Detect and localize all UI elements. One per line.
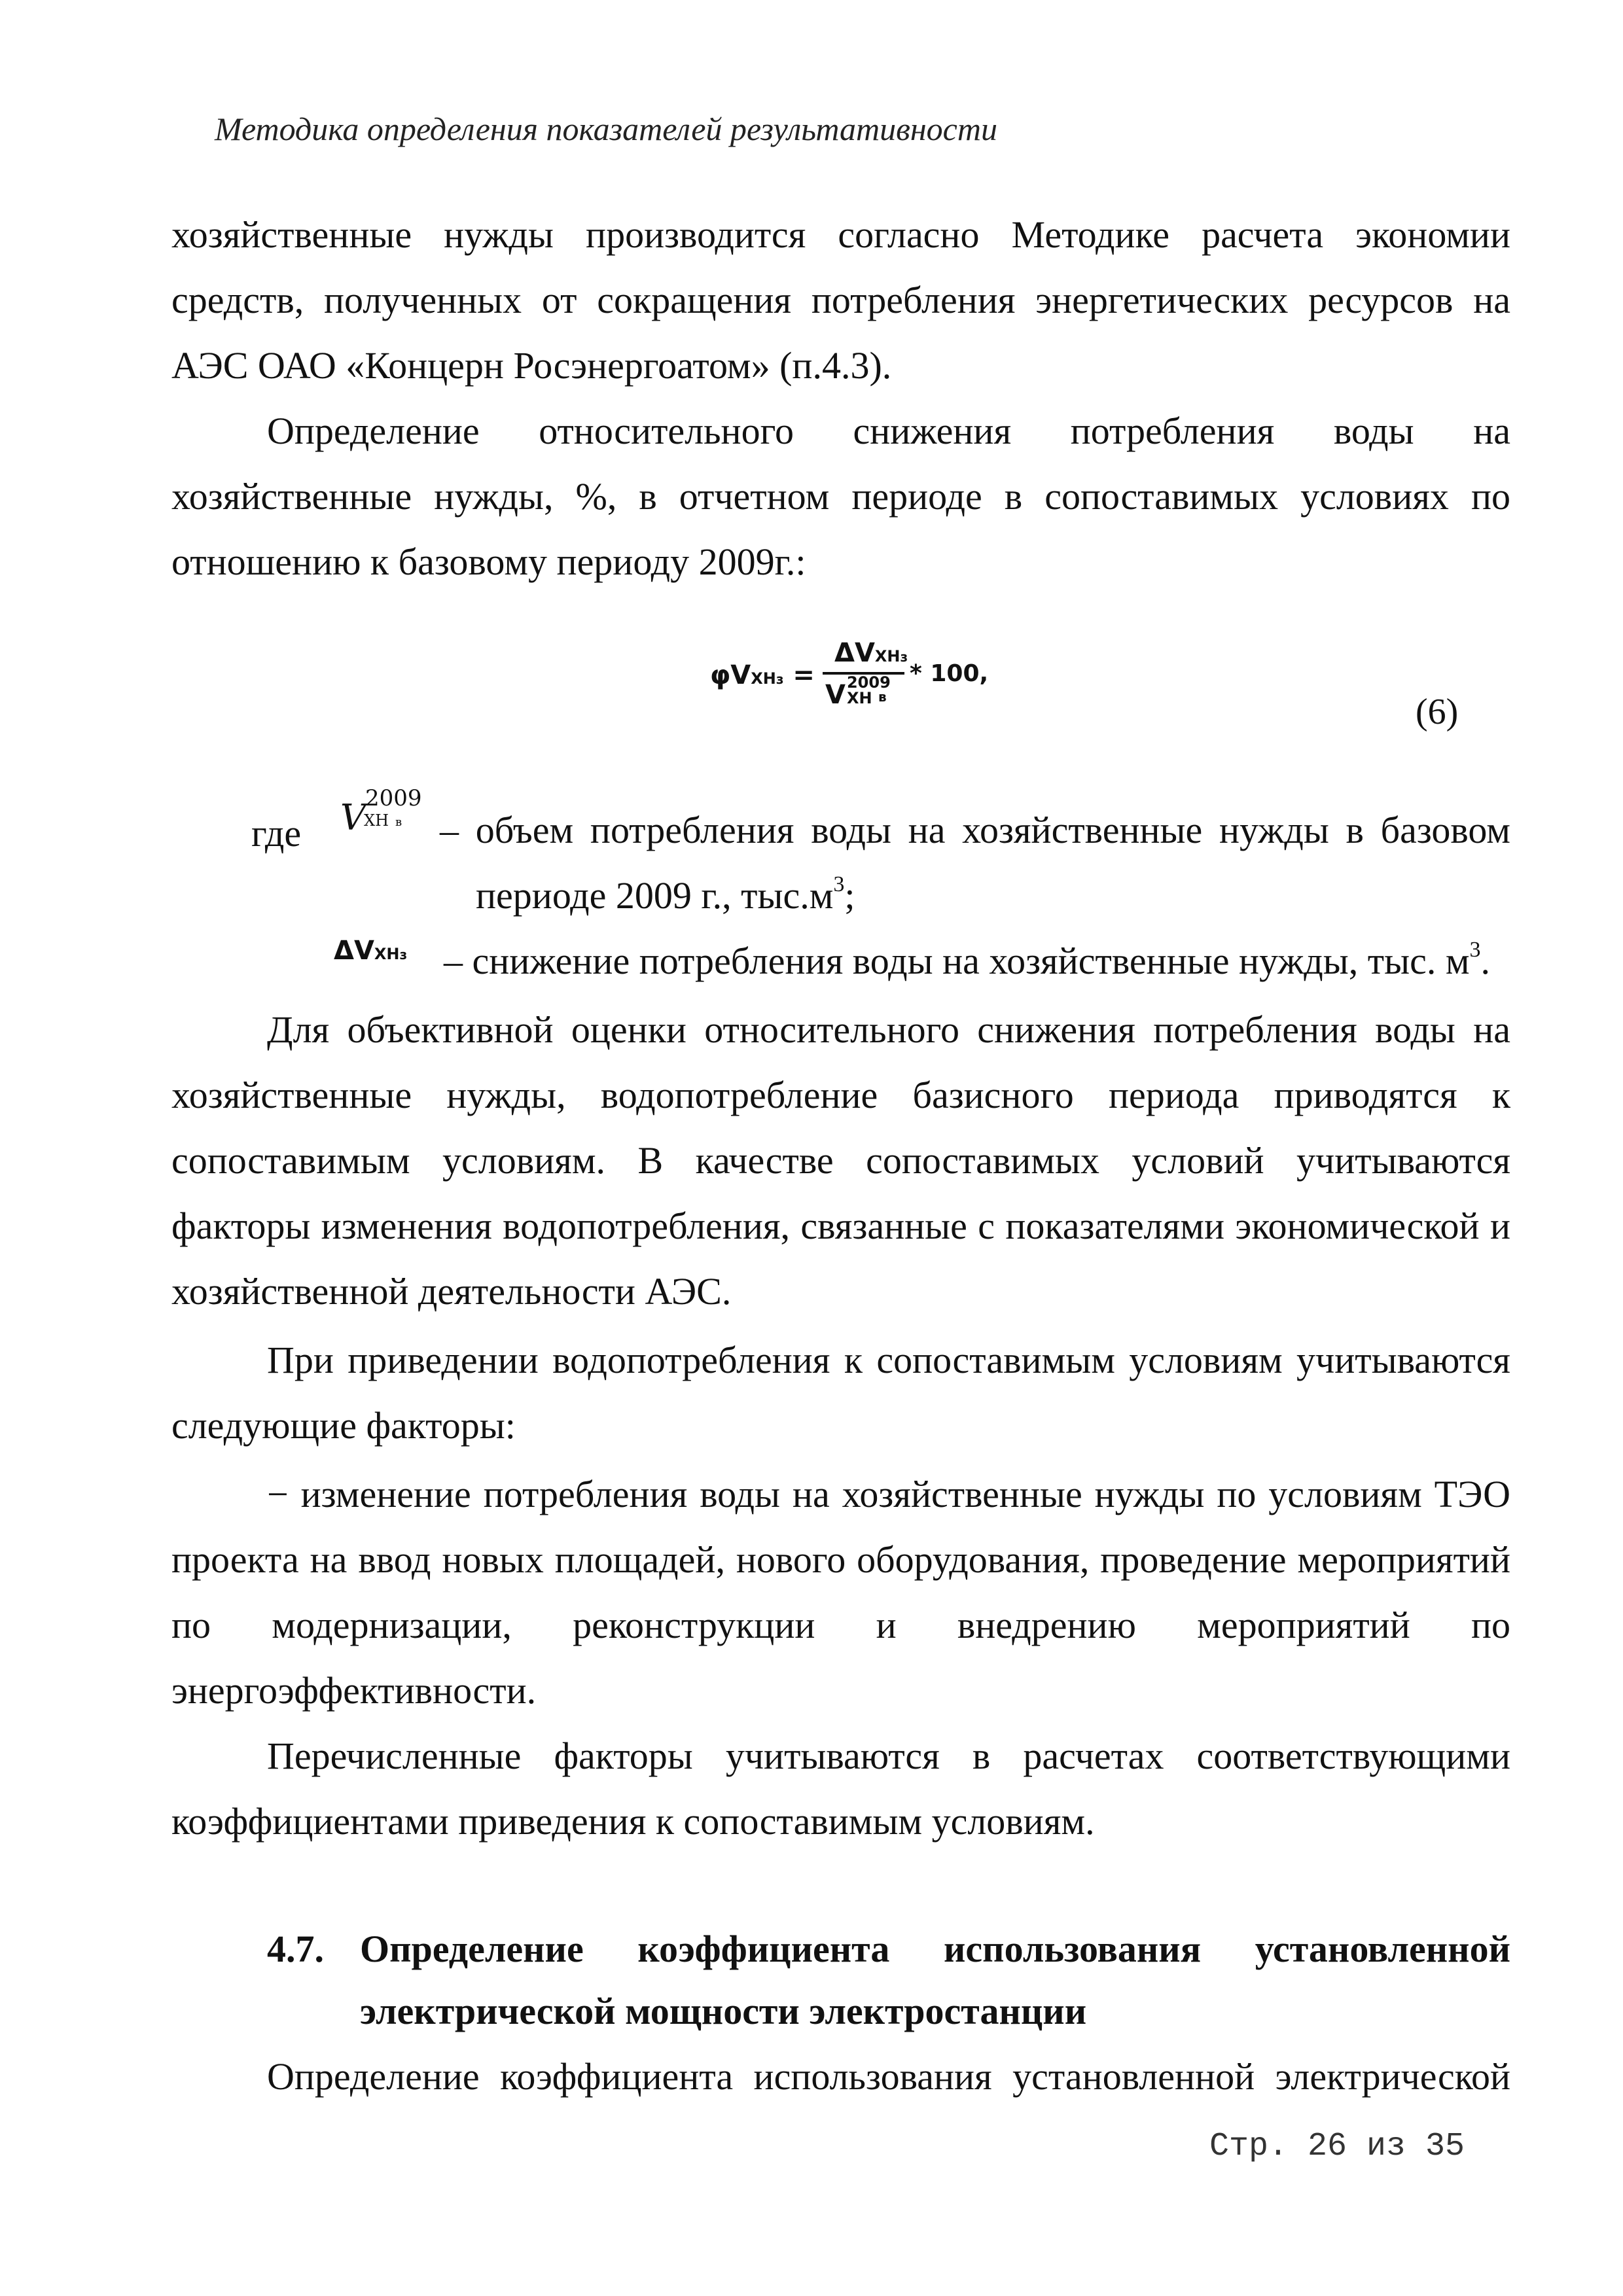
paragraph-line: хозяйственные нужды, водопотребление базисного периода приводятся к: [171, 1074, 1510, 1116]
paragraph-line: хозяйственные нужды, %, в отчетном периоде в сопоставимых условиях по: [171, 475, 1510, 518]
paragraph-line: факторы изменения водопотребления, связанные с показателями экономической и: [171, 1205, 1510, 1247]
paragraph-line: отношению к базовому периоду 2009г.:: [171, 540, 806, 583]
paragraph-line: следующие факторы:: [171, 1404, 516, 1447]
formula-number: (6): [1416, 692, 1459, 732]
definition-symbol-v2009: V 2009 ХН в: [340, 785, 422, 838]
paragraph-line: При приведении водопотребления к сопоставимым условиям учитываются: [267, 1339, 1510, 1381]
page-number: Стр. 26 из 35: [1209, 2128, 1465, 2165]
definition-text: – снижение потребления воды на хозяйственные нужды, тыс. $м^3$.: [444, 938, 1491, 982]
formula-denominator: V 2009 ХН в: [825, 673, 891, 710]
definition-symbol-dv: ΔVХНз: [334, 936, 408, 966]
formula: [710, 638, 1103, 736]
formula-numerator: ΔVХНз: [834, 638, 908, 668]
formula-multiplier: * 100,: [910, 660, 989, 687]
paragraph-line: Перечисленные факторы учитываются в расчетах соответствующими: [267, 1735, 1510, 1777]
paragraph-line: сопоставимым условиям. В качестве сопоставимых условий учитываются: [171, 1139, 1510, 1182]
section-number: 4.7.: [267, 1928, 324, 1970]
running-header: Методика определения показателей результативности: [215, 111, 997, 147]
paragraph-line: АЭС ОАО «Концерн Росэнергоатом» (п.4.3).: [171, 344, 892, 387]
paragraph-line: проекта на ввод новых площадей, нового оборудования, проведение мероприятий: [171, 1538, 1510, 1581]
section-title: Определение коэффициента использования установленной: [360, 1928, 1510, 1970]
definition-where: где: [251, 812, 302, 855]
definition-text: периоде 2009 г., $тыс.м^3$;: [476, 872, 855, 917]
paragraph-line: хозяйственные нужды производится согласно Методике расчета экономии: [171, 213, 1510, 256]
paragraph-line: хозяйственной деятельности АЭС.: [171, 1270, 732, 1313]
formula-lhs: φVХНз =: [710, 660, 815, 690]
paragraph-line: по модернизации, реконструкции и внедрению мероприятий по: [171, 1604, 1510, 1646]
list-item-line: − изменение потребления воды на хозяйственные нужды по условиям ТЭО: [267, 1473, 1510, 1515]
paragraph-line: коэффициентами приведения к сопоставимым условиям.: [171, 1800, 1095, 1843]
paragraph-line: Для объективной оценки относительного снижения потребления воды на: [267, 1008, 1510, 1051]
paragraph-line: энергоэффективности.: [171, 1669, 537, 1712]
paragraph-line: Определение относительного снижения потребления воды на: [267, 410, 1510, 452]
paragraph-line: Определение коэффициента использования установленной электрической: [267, 2055, 1510, 2098]
section-title: электрической мощности электростанции: [360, 1990, 1087, 2032]
definition-text: – объем потребления воды на хозяйственные нужды в базовом: [440, 809, 1510, 851]
paragraph-line: средств, полученных от сокращения потребления энергетических ресурсов на: [171, 279, 1510, 321]
